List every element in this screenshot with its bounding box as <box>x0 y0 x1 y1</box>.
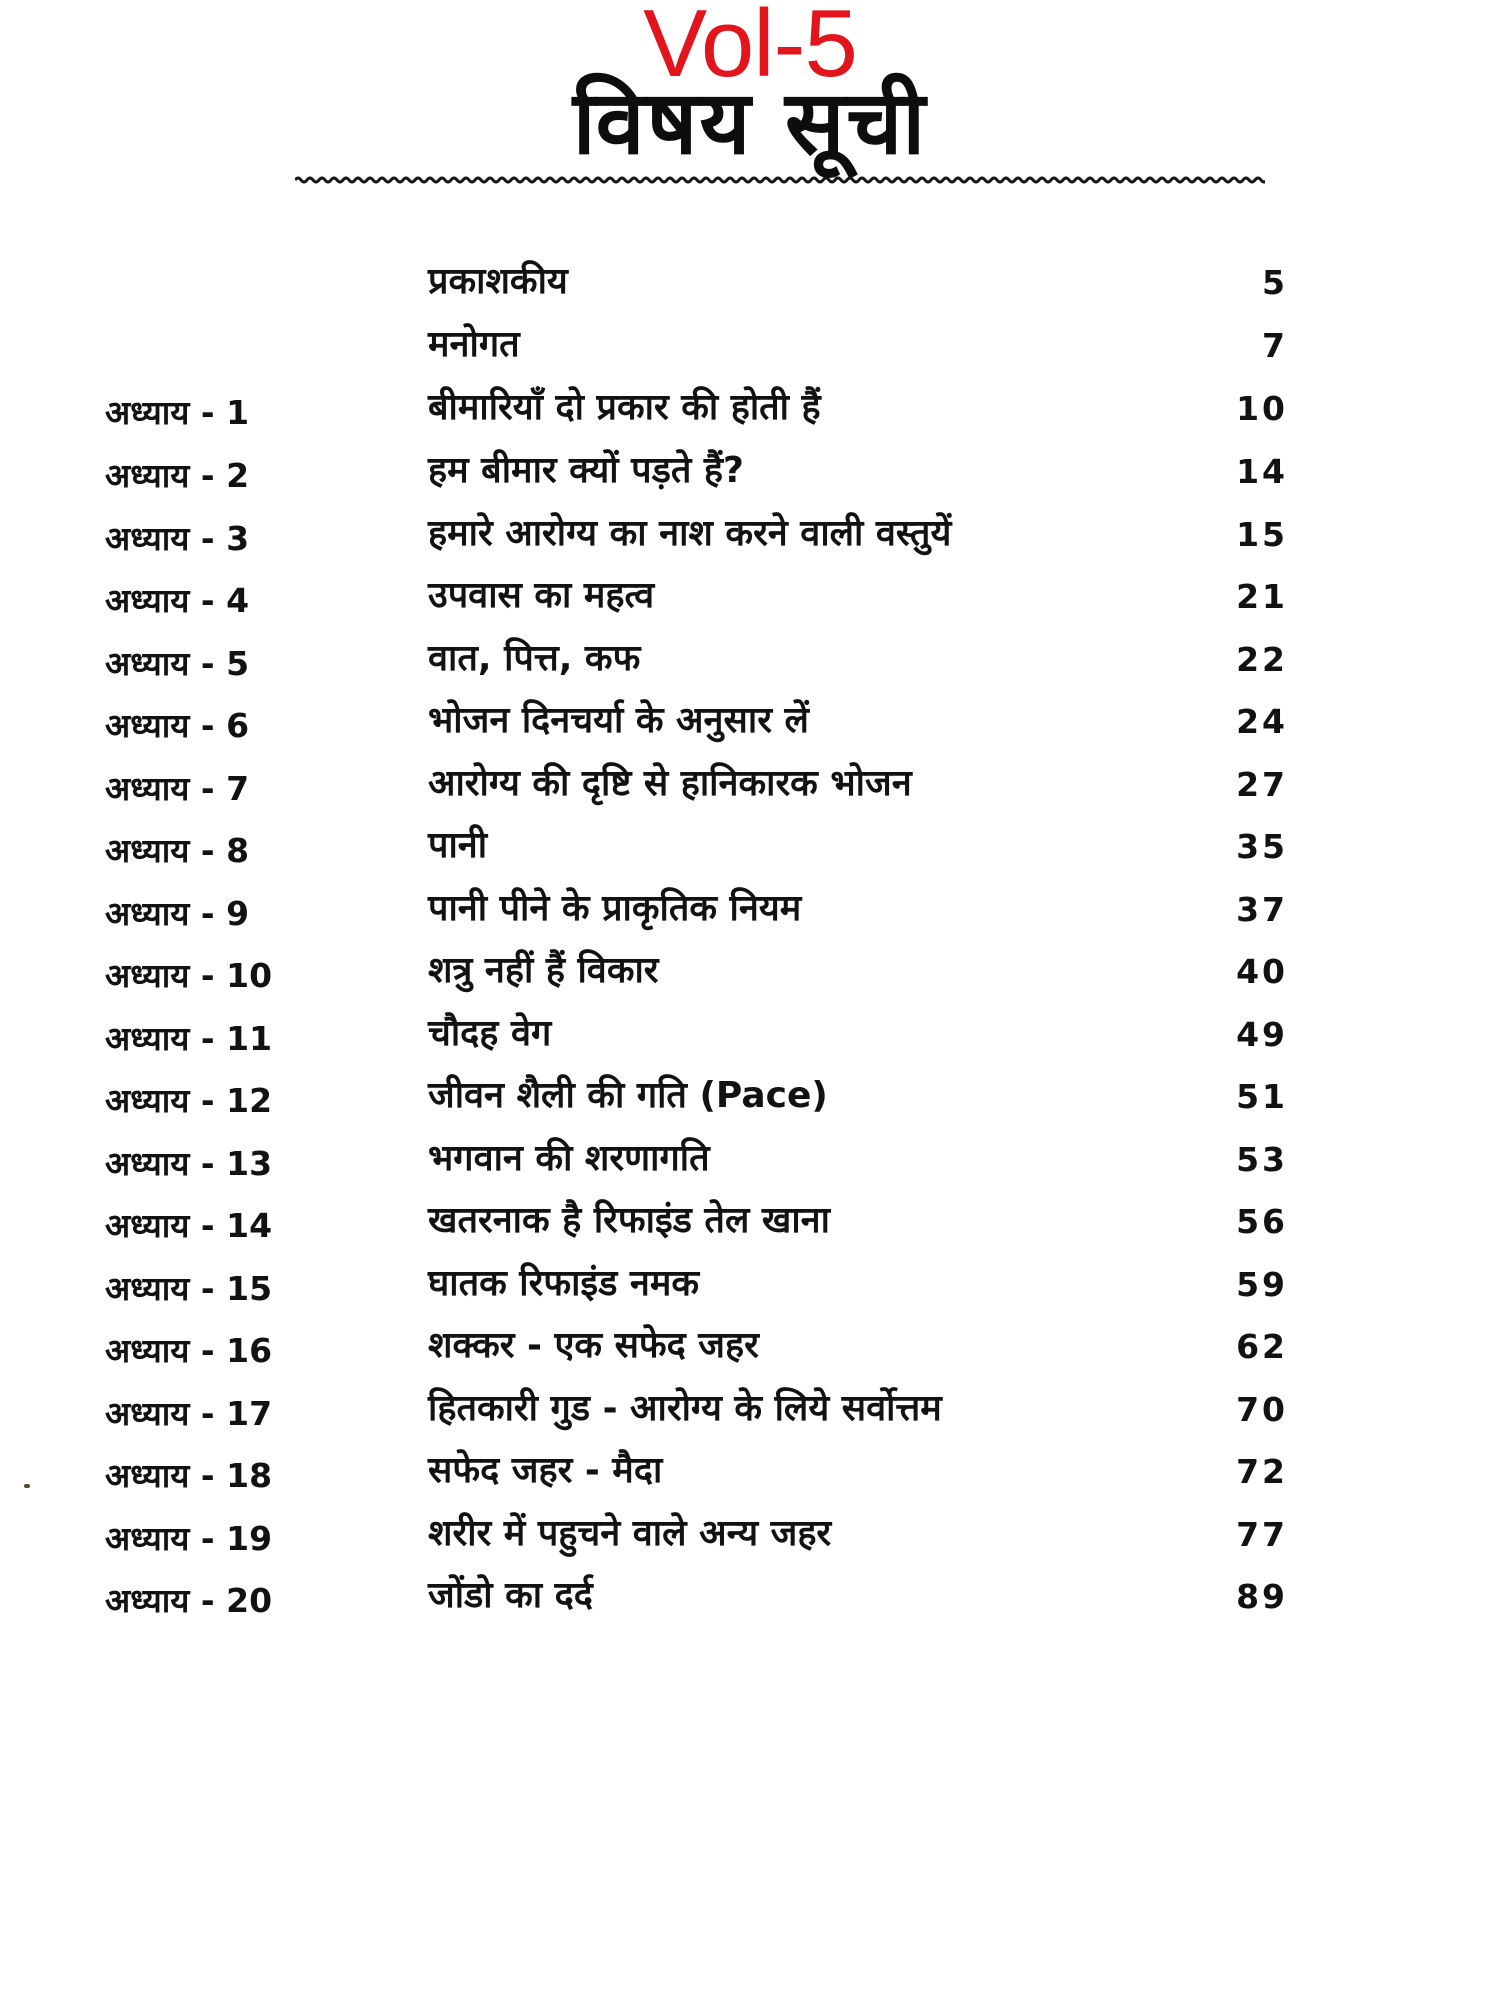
chapter-title: जीवन शैली की गति (Pace) <box>428 1075 828 1116</box>
page-number: 51 <box>1236 1077 1288 1116</box>
toc-row <box>0 384 1500 440</box>
chapter-title: शत्रु नहीं हैं विकार <box>428 950 659 991</box>
chapter-number: अध्याय - 9 <box>105 894 250 933</box>
toc-row <box>0 258 1500 314</box>
page-number: 72 <box>1236 1452 1288 1491</box>
page-number: 21 <box>1236 577 1288 616</box>
toc-row <box>0 822 1500 878</box>
chapter-number: अध्याय - 8 <box>105 831 250 870</box>
page-number: 70 <box>1236 1390 1288 1429</box>
chapter-title: प्रकाशकीय <box>428 261 568 302</box>
page-number: 35 <box>1236 827 1288 866</box>
chapter-number: अध्याय - 14 <box>105 1206 273 1245</box>
page-number: 59 <box>1236 1265 1288 1304</box>
toc-row <box>0 1447 1500 1503</box>
page-number: 37 <box>1236 890 1288 929</box>
toc-row <box>0 1322 1500 1378</box>
toc-row <box>0 510 1500 566</box>
toc-row <box>0 760 1500 816</box>
toc-row <box>0 1385 1500 1441</box>
chapter-number: अध्याय - 16 <box>105 1331 273 1370</box>
chapter-title: जोंडो का दर्द <box>428 1575 593 1616</box>
page-number: 49 <box>1236 1015 1288 1054</box>
toc-row <box>0 572 1500 628</box>
chapter-number: अध्याय - 4 <box>105 581 250 620</box>
page-number: 5 <box>1262 263 1288 302</box>
chapter-number: अध्याय - 20 <box>105 1581 273 1620</box>
page-number: 27 <box>1236 765 1288 804</box>
toc-row <box>0 1010 1500 1066</box>
chapter-number: अध्याय - 13 <box>105 1144 273 1183</box>
page-number: 62 <box>1236 1327 1288 1366</box>
chapter-number: अध्याय - 18 <box>105 1456 273 1495</box>
page-number: 14 <box>1236 452 1288 491</box>
chapter-number: अध्याय - 7 <box>105 769 250 808</box>
page-number: 7 <box>1262 326 1288 365</box>
chapter-title: भगवान की शरणागति <box>428 1138 710 1179</box>
toc-row <box>0 1510 1500 1566</box>
chapter-title: मनोगत <box>428 324 520 365</box>
chapter-number: अध्याय - 17 <box>105 1394 273 1433</box>
page-number: 77 <box>1236 1515 1288 1554</box>
chapter-title: शक्कर - एक सफेद जहर <box>428 1325 759 1366</box>
chapter-number: अध्याय - 12 <box>105 1081 273 1120</box>
toc-row <box>0 1260 1500 1316</box>
chapter-title: हमारे आरोग्य का नाश करने वाली वस्तुयें <box>428 513 952 554</box>
chapter-title: पानी <box>428 825 488 866</box>
chapter-title: घातक रिफाइंड नमक <box>428 1263 700 1304</box>
toc-row <box>0 1072 1500 1128</box>
chapter-number: अध्याय - 6 <box>105 706 250 745</box>
toc-row <box>0 947 1500 1003</box>
page-number: 10 <box>1236 389 1288 428</box>
chapter-number: अध्याय - 11 <box>105 1019 273 1058</box>
page-number: 89 <box>1236 1577 1288 1616</box>
chapter-title: हितकारी गुड - आरोग्य के लिये सर्वोत्तम <box>428 1388 942 1429</box>
chapter-title: खतरनाक है रिफाइंड तेल खाना <box>428 1200 830 1241</box>
chapter-title: चौदह वेग <box>428 1013 552 1054</box>
toc-row <box>0 885 1500 941</box>
chapter-title: शरीर में पहुचने वाले अन्य जहर <box>428 1513 832 1554</box>
print-speck <box>24 1484 30 1488</box>
toc-row <box>0 447 1500 503</box>
chapter-title: हम बीमार क्यों पड़ते हैं? <box>428 450 744 491</box>
volume-label: Vol-5 <box>643 0 857 97</box>
chapter-number: अध्याय - 1 <box>105 393 250 432</box>
page-number: 15 <box>1236 515 1288 554</box>
chapter-number: अध्याय - 5 <box>105 644 250 683</box>
chapter-number: अध्याय - 3 <box>105 519 250 558</box>
page-number: 22 <box>1236 640 1288 679</box>
chapter-number: अध्याय - 2 <box>105 456 250 495</box>
chapter-title: उपवास का महत्व <box>428 575 655 616</box>
chapter-title: भोजन दिनचर्या के अनुसार लें <box>428 700 809 741</box>
chapter-number: अध्याय - 10 <box>105 956 273 995</box>
toc-row <box>0 635 1500 691</box>
toc-row <box>0 697 1500 753</box>
page-number: 53 <box>1236 1140 1288 1179</box>
chapter-title: वात, पित्त, कफ <box>428 638 641 679</box>
chapter-title: पानी पीने के प्राकृतिक नियम <box>428 888 802 929</box>
page-number: 56 <box>1236 1202 1288 1241</box>
toc-row <box>0 1197 1500 1253</box>
chapter-number: अध्याय - 15 <box>105 1269 273 1308</box>
toc-row <box>0 1135 1500 1191</box>
chapter-number: अध्याय - 19 <box>105 1519 273 1558</box>
toc-row <box>0 321 1500 377</box>
page-number: 24 <box>1236 702 1288 741</box>
toc-row <box>0 1572 1500 1628</box>
page-number: 40 <box>1236 952 1288 991</box>
chapter-title: सफेद जहर - मैदा <box>428 1450 663 1491</box>
toc-heading: विषय सूची <box>572 71 928 174</box>
chapter-title: आरोग्य की दृष्टि से हानिकारक भोजन <box>428 763 912 804</box>
chapter-title: बीमारियाँ दो प्रकार की होती हैं <box>428 387 821 428</box>
